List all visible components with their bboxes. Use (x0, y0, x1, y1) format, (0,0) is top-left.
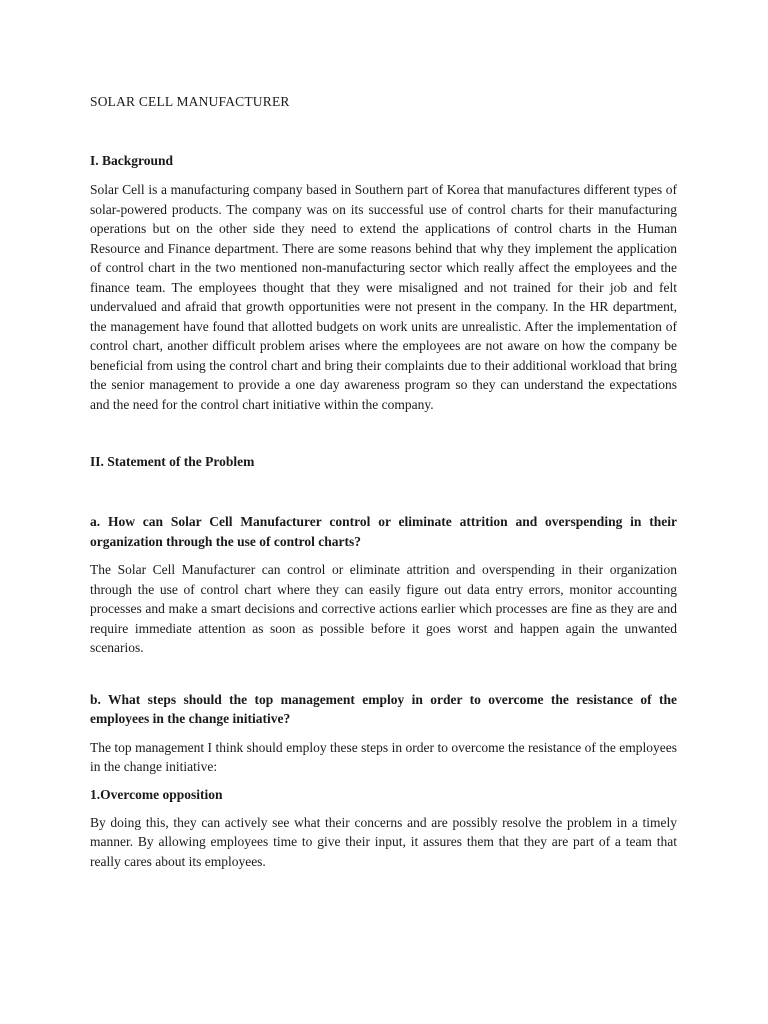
document-title: SOLAR CELL MANUFACTURER (90, 94, 290, 109)
background-paragraph: Solar Cell is a manufacturing company based in Southern part of Korea that manufactures different types of solar-powered products. The company was on its successful use of control charts for their manufacturing operations but on the other side they need to extend the applications of control charts in the Human Resource and Finance department. There are some reasons behind that why they implement the application of control chart in the two mentioned non-manufacturing sector which really affect the employees and the finance team. The employees thought that they were misaligned and not trained for their job and felt undervalued and afraid that growth opportunities were not present in the company. In the HR department, the management have found that allotted budgets on work units are unrealistic. After the implementation of control chart, another difficult problem arises where the employees are not aware on how the company be beneficial from using the control chart and bring their complaints due to their additional workload that bring the senior management to provide a one day awareness program so they can understand the expectations and the need for the control chart initiative within the company. (90, 182, 677, 412)
step-1-paragraph: By doing this, they can actively see what their concerns and are possibly resolve the problem in a timely manner. By allowing employees time to give their input, it assures them that they are part of a team that really cares about its employees. (90, 814, 677, 869)
question-a: a. How can Solar Cell Manufacturer control or eliminate attrition and overspending in their organization through the use of control charts? (90, 514, 677, 549)
question-b: b. What steps should the top management employ in order to overcome the resistance of the employees in the change initiative? (90, 691, 677, 726)
step-1-heading: 1.Overcome opposition (90, 786, 223, 802)
answer-a-paragraph: The Solar Cell Manufacturer can control or eliminate attrition and overspending in their organization through the use of control chart where they can easily figure out data entry errors, monitor accounting processes and make a smart decisions and corrective actions earlier which processes are fine as they are and require immediate attention as soon as possible before it goes worst and happen again the unwanted scenarios. (90, 562, 677, 655)
section-heading-problem: II. Statement of the Problem (90, 454, 255, 469)
document-page (90, 92, 677, 871)
answer-b-paragraph: The top management I think should employ these steps in order to overcome the resistance of the employees in the change initiative: (90, 739, 677, 774)
section-heading-background: I. Background (90, 153, 174, 168)
